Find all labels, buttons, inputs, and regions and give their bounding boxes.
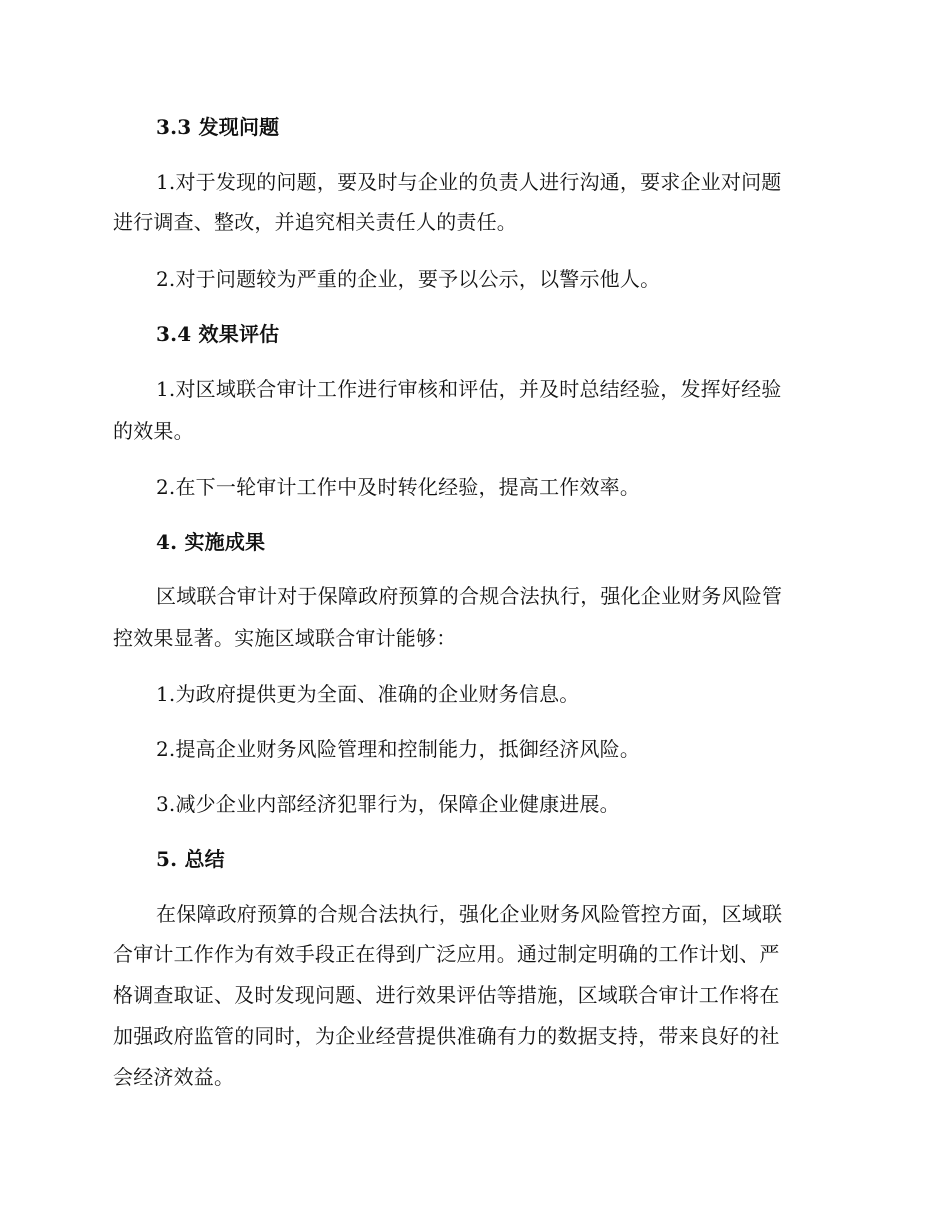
paragraph-line: 在保障政府预算的合规合法执行，强化企业财务风险管控方面，区域联 [156, 902, 783, 926]
paragraph-line: 会经济效益。 [113, 1065, 235, 1089]
paragraph-line: 格调查取证、及时发现问题、进行效果评估等措施，区域联合审计工作将在 [113, 983, 780, 1007]
list-item: 2.提高企业财务风险管理和控制能力，抵御经济风险。 [156, 737, 641, 761]
paragraph-line: 合审计工作作为有效手段正在得到广泛应用。通过制定明确的工作计划、严 [113, 942, 780, 966]
paragraph-line: 2.在下一轮审计工作中及时转化经验，提高工作效率。 [156, 475, 641, 499]
section-heading-4: 4. 实施成果 [156, 530, 266, 554]
section-heading-3-4: 3.4 效果评估 [156, 322, 280, 346]
paragraph-line: 进行调查、整改，并追究相关责任人的责任。 [113, 210, 517, 234]
paragraph-line: 2.对于问题较为严重的企业，要予以公示，以警示他人。 [156, 267, 661, 291]
section-heading-5: 5. 总结 [156, 847, 225, 871]
paragraph-line: 的效果。 [113, 419, 194, 443]
list-item: 3.减少企业内部经济犯罪行为，保障企业健康进展。 [156, 792, 620, 816]
paragraph-line: 1.对区域联合审计工作进行审核和评估，并及时总结经验，发挥好经验 [156, 377, 782, 401]
paragraph-line: 1.对于发现的问题，要及时与企业的负责人进行沟通，要求企业对问题 [156, 170, 782, 194]
section-heading-3-3: 3.3 发现问题 [156, 115, 280, 139]
paragraph-line: 加强政府监管的同时，为企业经营提供准确有力的数据支持，带来良好的社 [113, 1024, 780, 1048]
list-item: 1.为政府提供更为全面、准确的企业财务信息。 [156, 682, 580, 706]
paragraph-line: 区域联合审计对于保障政府预算的合规合法执行，强化企业财务风险管 [156, 584, 783, 608]
paragraph-line: 控效果显著。实施区域联合审计能够： [113, 626, 457, 650]
